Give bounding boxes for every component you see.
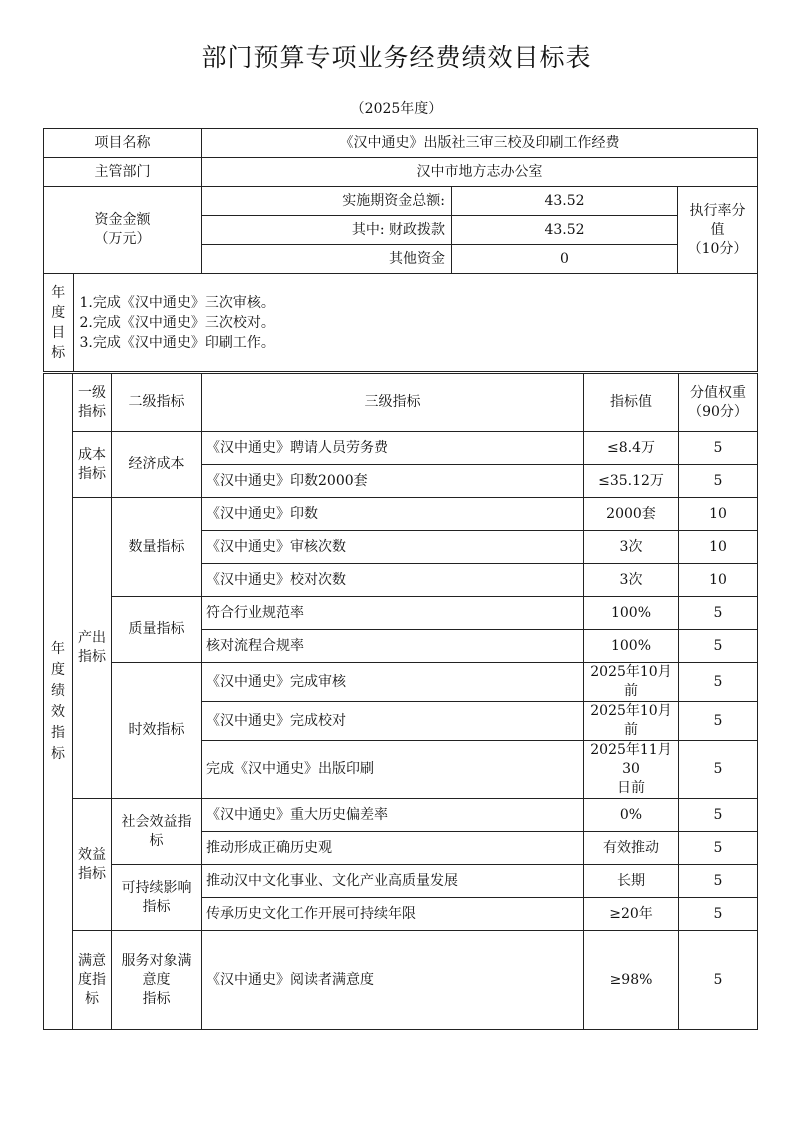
perf-side-label <box>44 374 73 1030</box>
indicator-score: 5 <box>679 597 758 630</box>
sustain-lvl2-line2: 指标 <box>142 898 171 915</box>
indicator-score: 10 <box>679 498 758 531</box>
fiscal-funds-label: 其中: 财政拨款 <box>202 216 452 245</box>
indicator-score: 5 <box>679 702 758 741</box>
goal-line-1: 1.完成《汉中通史》三次审核。 <box>79 294 275 311</box>
funds-label-line2: （万元） <box>94 231 151 247</box>
indicator-value: 100% <box>584 597 679 630</box>
indicator-name: 《汉中通史》阅读者满意度 <box>202 931 584 1030</box>
cost-lvl1-text: 成本指标 <box>78 446 106 482</box>
funds-label <box>44 187 202 274</box>
header-value: 指标值 <box>584 374 679 432</box>
indicator-value: 2025年10月前 <box>584 663 679 702</box>
satisfaction-lvl1-line2: 度指 <box>78 971 106 988</box>
project-name-value: 《汉中通史》出版社三审三校及印刷工作经费 <box>202 129 758 158</box>
dept-value: 汉中市地方志办公室 <box>202 158 758 187</box>
indicator-value: 3次 <box>584 531 679 564</box>
satisfaction-lvl2-line2: 意度 <box>142 971 171 988</box>
exec-rate-label <box>678 187 758 274</box>
indicator-score: 5 <box>679 663 758 702</box>
social-lvl2 <box>112 799 202 865</box>
indicator-name: 完成《汉中通史》出版印刷 <box>202 741 584 799</box>
indicator-name: 推动汉中文化事业、文化产业高质量发展 <box>202 865 584 898</box>
header-lvl1 <box>73 374 112 432</box>
annual-goals-content <box>73 274 757 371</box>
indicator-score: 5 <box>679 799 758 832</box>
social-lvl2-line1: 社会效益指 <box>121 813 192 830</box>
benefit-lvl1-text: 效益指标 <box>78 846 106 882</box>
indicator-name: 推动形成正确历史观 <box>202 832 584 865</box>
indicator-value: ≤8.4万 <box>584 432 679 465</box>
other-funds-value: 0 <box>452 245 678 274</box>
indicator-value: 2025年10月前 <box>584 702 679 741</box>
cost-lvl1 <box>73 432 112 498</box>
annual-goals-inner <box>44 274 757 371</box>
timeliness-lvl2: 时效指标 <box>112 663 202 799</box>
indicator-score: 5 <box>679 931 758 1030</box>
indicator-value: 100% <box>584 630 679 663</box>
benefit-lvl1 <box>73 799 112 931</box>
indicator-name: 传承历史文化工作开展可持续年限 <box>202 898 584 931</box>
dept-label: 主管部门 <box>44 158 202 187</box>
output-lvl1-text: 产出指标 <box>78 630 106 665</box>
page-title: 部门预算专项业务经费绩效目标表 <box>201 43 592 72</box>
header-lvl1-text: 一级指标 <box>78 384 106 420</box>
annual-goals-row <box>44 274 758 372</box>
indicator-score: 5 <box>679 741 758 799</box>
indicator-score: 5 <box>679 630 758 663</box>
social-lvl2-line2: 标 <box>149 832 164 849</box>
sustain-lvl2 <box>112 865 202 931</box>
indicator-name: 《汉中通史》聘请人员劳务费 <box>202 432 584 465</box>
satisfaction-lvl1 <box>73 931 112 1030</box>
indicator-score: 5 <box>679 865 758 898</box>
funds-label-line1: 资金金额 <box>94 212 151 228</box>
indicator-name: 符合行业规范率 <box>202 597 584 630</box>
total-funds-value: 43.52 <box>452 187 678 216</box>
exec-rate-line1: 执行率分 <box>689 202 746 219</box>
performance-table <box>43 373 758 1030</box>
satisfaction-lvl1-line1: 满意 <box>78 952 106 969</box>
indicator-score: 5 <box>679 832 758 865</box>
fiscal-funds-value: 43.52 <box>452 216 678 245</box>
budget-info-table <box>43 128 758 372</box>
annual-goals-label-text: 年度目标 <box>51 284 66 361</box>
quantity-lvl2: 数量指标 <box>112 498 202 597</box>
header-weight-line2: （90分） <box>688 403 748 420</box>
indicator-value: 0% <box>584 799 679 832</box>
indicator-value: ≥98% <box>584 931 679 1030</box>
satisfaction-lvl2-line1: 服务对象满 <box>121 952 192 969</box>
cost-lvl2: 经济成本 <box>112 432 202 498</box>
budget-year: （2025年度） <box>350 101 443 117</box>
total-funds-label: 实施期资金总额: <box>202 187 452 216</box>
satisfaction-lvl2 <box>112 931 202 1030</box>
indicator-score: 5 <box>679 432 758 465</box>
indicator-name: 《汉中通史》校对次数 <box>202 564 584 597</box>
satisfaction-lvl2-line3: 指标 <box>142 990 171 1007</box>
annual-goals-label <box>44 274 73 371</box>
indicator-value: 长期 <box>584 865 679 898</box>
indicator-value <box>584 741 679 799</box>
header-lvl3: 三级指标 <box>202 374 584 432</box>
indicator-name: 《汉中通史》完成校对 <box>202 702 584 741</box>
project-name-label: 项目名称 <box>44 129 202 158</box>
satisfaction-lvl1-line3: 标 <box>85 990 99 1007</box>
indicator-value-line1: 2025年11月30 <box>590 742 672 777</box>
indicator-value: 有效推动 <box>584 832 679 865</box>
sustain-lvl2-line1: 可持续影响 <box>121 879 192 896</box>
indicator-score: 5 <box>679 898 758 931</box>
indicator-value: 2000套 <box>584 498 679 531</box>
indicator-name: 核对流程合规率 <box>202 630 584 663</box>
goal-line-3: 3.完成《汉中通史》印刷工作。 <box>79 334 275 351</box>
indicator-value: ≤35.12万 <box>584 465 679 498</box>
indicator-name: 《汉中通史》完成审核 <box>202 663 584 702</box>
quality-lvl2: 质量指标 <box>112 597 202 663</box>
indicator-score: 10 <box>679 531 758 564</box>
other-funds-label: 其他资金 <box>202 245 452 274</box>
indicator-value-line2: 日前 <box>617 780 645 796</box>
indicator-name: 《汉中通史》重大历史偏差率 <box>202 799 584 832</box>
output-lvl1 <box>73 498 112 799</box>
indicator-name: 《汉中通史》印数2000套 <box>202 465 584 498</box>
header-lvl2: 二级指标 <box>112 374 202 432</box>
goal-line-2: 2.完成《汉中通史》三次校对。 <box>79 314 275 331</box>
indicator-score: 5 <box>679 465 758 498</box>
indicator-name: 《汉中通史》审核次数 <box>202 531 584 564</box>
header-weight-line1: 分值权重 <box>690 384 746 401</box>
exec-rate-line2: 值 <box>710 221 725 238</box>
indicator-score: 10 <box>679 564 758 597</box>
exec-rate-line3: （10分） <box>687 240 748 257</box>
indicator-name: 《汉中通史》印数 <box>202 498 584 531</box>
indicator-value: ≥20年 <box>584 898 679 931</box>
header-weight <box>679 374 758 432</box>
perf-side-label-text: 年度绩效指标 <box>51 640 65 762</box>
indicator-value: 3次 <box>584 564 679 597</box>
